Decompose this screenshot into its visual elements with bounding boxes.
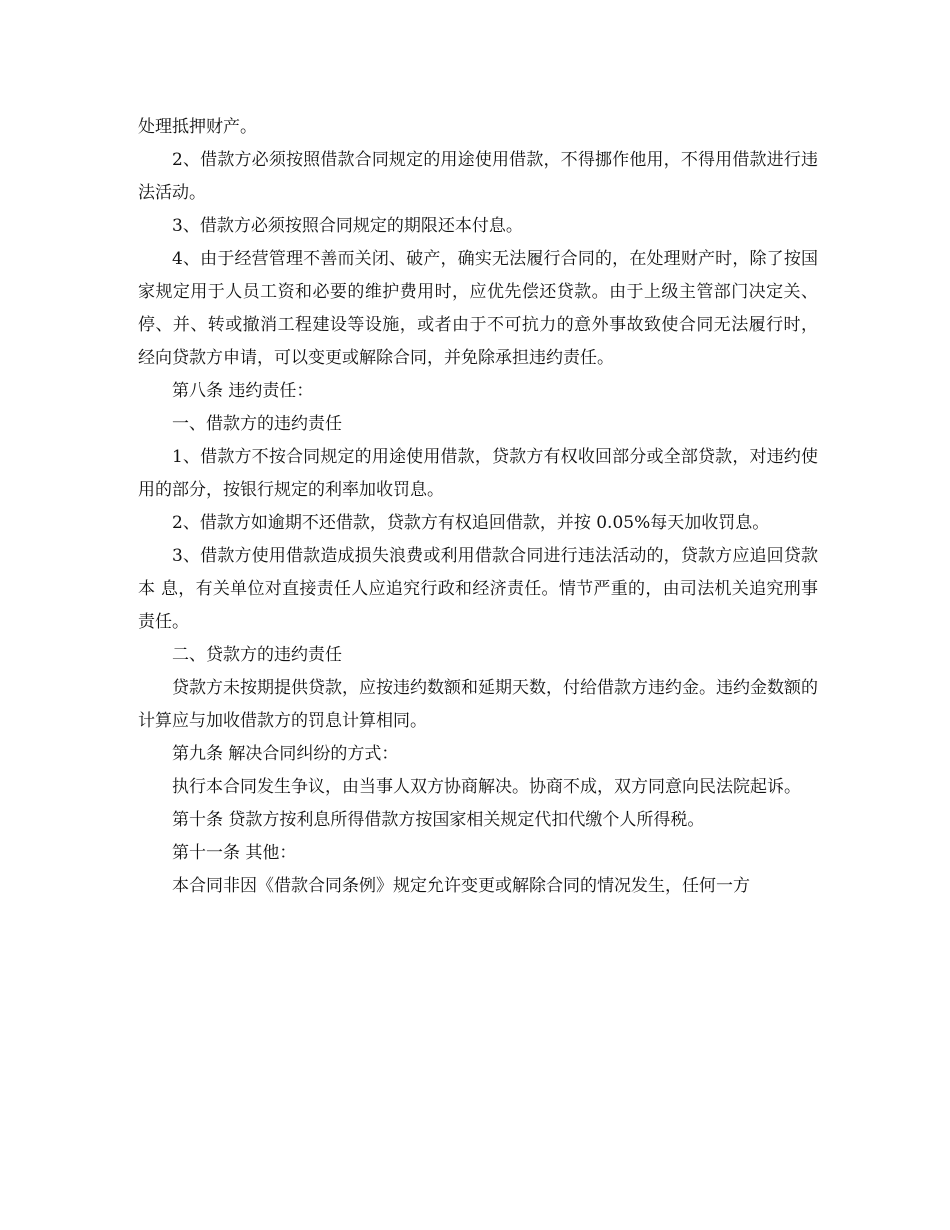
paragraph-clause-2: 2、借款方必须按照借款合同规定的用途使用借款，不得挪作他用，不得用借款进行违法活动。 — [138, 150, 818, 203]
heading-article-9: 第九条 解决合同纠纷的方式： — [172, 744, 399, 764]
paragraph-clause-3: 3、借款方必须按照合同规定的期限还本付息。 — [172, 216, 523, 236]
paragraph-lender-liability: 贷款方未按期提供贷款，应按违约数额和延期天数，付给借款方违约金。违约金数额的计算应与加收借款方的罚息计算相同。 — [138, 678, 818, 731]
heading-article-10: 第十条 贷款方按利息所得借款方按国家相关规定代扣代缴个人所得税。 — [172, 810, 705, 830]
paragraph-continuation: 处理抵押财产。 — [138, 117, 257, 137]
subheading-borrower-liability: 一、借款方的违约责任 — [172, 414, 342, 434]
subheading-lender-liability: 二、贷款方的违约责任 — [172, 645, 342, 665]
paragraph-liability-2: 2、借款方如逾期不还借款，贷款方有权追回借款，并按 0.05%每天加收罚息。 — [172, 513, 770, 533]
paragraph-other: 本合同非因《借款合同条例》规定允许变更或解除合同的情况发生，任何一方 — [172, 876, 750, 896]
paragraph-clause-4: 4、由于经营管理不善而关闭、破产，确实无法履行合同的，在处理财产时，除了按国家规定用于人员工资和必要的维护费用时，应优先偿还贷款。由于上级主管部门决定关、 停、并、转或撤消工程建设等设施，或者由于不可抗力的意外事故致使合同无法履行时， 经向贷款方申请，可以变更或解除合同，并免除承担违约责任。 — [138, 249, 818, 368]
paragraph-liability-1: 1、借款方不按合同规定的用途使用借款，贷款方有权收回部分或全部贷款，对违约使用的部分，按银行规定的利率加收罚息。 — [138, 447, 818, 500]
paragraph-dispute-resolution: 执行本合同发生争议，由当事人双方协商解决。协商不成，双方同意向民法院起诉。 — [172, 777, 801, 797]
document-body — [138, 111, 818, 903]
paragraph-liability-3: 3、借款方使用借款造成损失浪费或利用借款合同进行违法活动的，贷款方应追回贷款本 息，有关单位对直接责任人应追究行政和经济责任。情节严重的，由司法机关追究刑事 责任。 — [138, 546, 818, 632]
heading-article-11: 第十一条 其他： — [172, 843, 297, 863]
heading-article-8: 第八条 违约责任： — [172, 381, 314, 401]
